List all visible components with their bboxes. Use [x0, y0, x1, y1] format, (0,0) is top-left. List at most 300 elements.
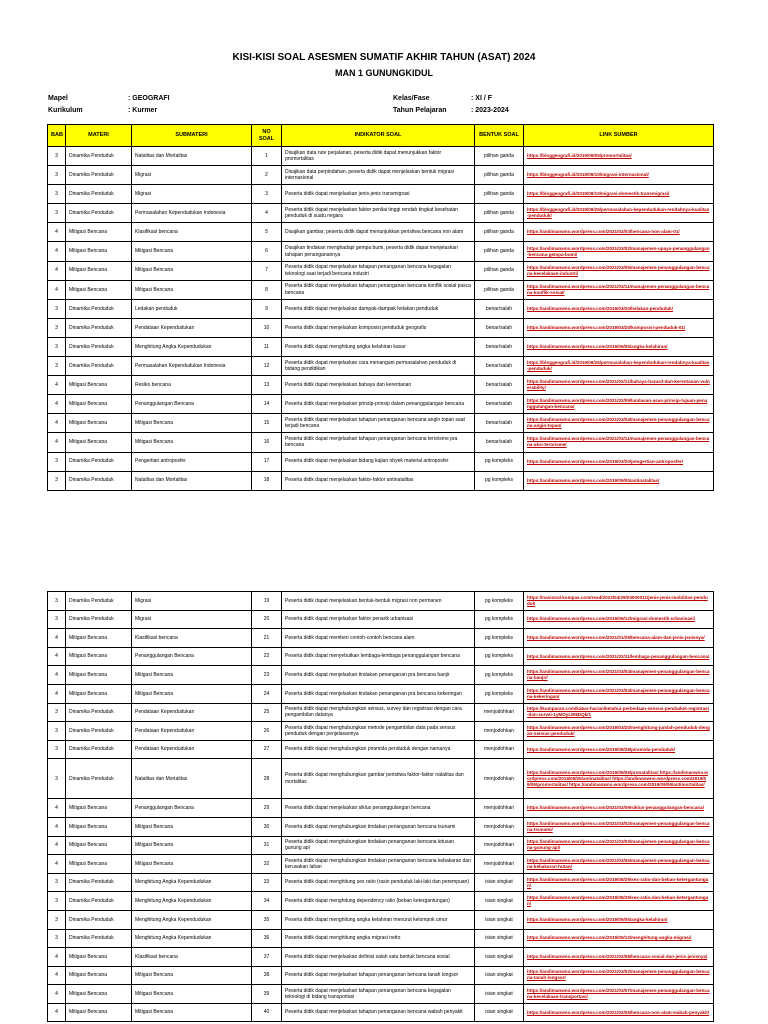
cell-materi: Mitigasi Bencana [66, 261, 132, 280]
table-row [48, 376, 714, 395]
cell-indikator: Peserta didik dapat menjelaskan dampak-dampak ledakan penduduk [282, 299, 475, 318]
cell-no-soal: 20 [252, 610, 282, 629]
cell-bab: 4 [48, 647, 66, 666]
cell-indikator: Peserta didik dapat menghubungkan tindakan penanganan bencana kebakaran dan kerusakan lahan [282, 855, 475, 874]
cell-indikator: Peserta didik dapat menghitung angka migrasi netto [282, 929, 475, 948]
cell-bentuk-soal: isian singkat [475, 892, 524, 911]
table-row [48, 892, 714, 911]
cell-bab: 4 [48, 433, 66, 452]
col-header-materi: MATERI [66, 125, 132, 147]
cell-materi: Mitigasi Bencana [66, 629, 132, 648]
cell-bentuk-soal: menjodohkan [475, 759, 524, 799]
cell-materi: Mitigasi Bencana [66, 836, 132, 855]
cell-materi: Dinamika Penduduk [66, 452, 132, 471]
cell-materi: Dinamika Penduduk [66, 471, 132, 490]
cell-submateri: Natalitas dan Mortalitas [132, 471, 252, 490]
table-row [48, 759, 714, 799]
table-header-row [48, 125, 714, 147]
cell-materi: Dinamika Penduduk [66, 357, 132, 376]
cell-submateri: Ledakan penduduk [132, 299, 252, 318]
cell-bab: 3 [48, 759, 66, 799]
cell-no-soal: 32 [252, 855, 282, 874]
cell-link-sumber[interactable]: https://andimanwno.wordpress.com/2019/09/12/menghitung-angka-migrasi/ [524, 929, 714, 948]
cell-materi: Mitigasi Bencana [66, 242, 132, 261]
table-row [48, 185, 714, 204]
cell-link-sumber[interactable]: https://andimanwno.wordpress.com/2019/08/28/piramida-penduduk/ [524, 740, 714, 759]
cell-link-sumber[interactable]: https://andimanwno.wordpress.com/2021/03/07/manajemen-penanggulangan-bencana-kecelakaan-transportasi/ [524, 985, 714, 1004]
cell-no-soal: 19 [252, 592, 282, 611]
cell-link-sumber[interactable]: https://bloggeografi.id/2019/09/26/permasalahan-kependudukan-rendahnya-kualitas-penduduk/ [524, 204, 714, 223]
cell-link-sumber[interactable]: https://andimanwno.wordpress.com/2021/03/05/manajemen-penanggulangan-bencana-kecelakaan-industri/ [524, 261, 714, 280]
cell-bab: 4 [48, 666, 66, 685]
cell-submateri: Pengertian antroposfer [132, 452, 252, 471]
cell-materi: Dinamika Penduduk [66, 873, 132, 892]
cell-indikator: Peserta didik dapat menyebutkan lembaga-lembaga penanggulangan bencana [282, 647, 475, 666]
cell-indikator: Peserta didik dapat menjelaskan bentuk-bentuk migrasi non permanen [282, 592, 475, 611]
cell-bentuk-soal: menjodohkan [475, 817, 524, 836]
cell-indikator: Peserta didik dapat memberi contoh-contoh bencana alam [282, 629, 475, 648]
cell-indikator: Peserta didik dapat menjelaskan jenis-jenis transmigrasi [282, 185, 475, 204]
cell-submateri: Mitigasi Bencana [132, 836, 252, 855]
cell-submateri: Permasalahan Kependudukan Indonesia [132, 357, 252, 376]
table-row [48, 610, 714, 629]
cell-no-soal: 34 [252, 892, 282, 911]
cell-indikator: Peserta didik dapat menjelaskan tahapan penanganan bencana konflik sosial pasca bencana [282, 280, 475, 299]
cell-no-soal: 28 [252, 759, 282, 799]
table-row [48, 873, 714, 892]
cell-bentuk-soal: pg kompleks [475, 610, 524, 629]
table-row [48, 647, 714, 666]
table-row [48, 836, 714, 855]
cell-indikator: Peserta didik dapat menjelaskan bahaya dan kerentanan [282, 376, 475, 395]
cell-link-sumber[interactable]: https://andimanwno.wordpress.com/2021/03/04/manajemen-penanggulangan-bencana-angin-topan/ [524, 414, 714, 433]
cell-bentuk-soal: isian singkat [475, 948, 524, 967]
cell-submateri: Penanggulangan Bencana [132, 395, 252, 414]
cell-submateri: Migrasi [132, 185, 252, 204]
cell-materi: Dinamika Penduduk [66, 337, 132, 356]
table-row [48, 395, 714, 414]
cell-bentuk-soal: benar/salah [475, 433, 524, 452]
cell-materi: Mitigasi Bencana [66, 966, 132, 985]
cell-bab: 3 [48, 929, 66, 948]
cell-no-soal: 2 [252, 166, 282, 185]
cell-materi: Dinamika Penduduk [66, 299, 132, 318]
cell-no-soal: 30 [252, 817, 282, 836]
table-row [48, 703, 714, 722]
cell-bentuk-soal: isian singkat [475, 910, 524, 929]
cell-bab: 4 [48, 817, 66, 836]
table-row [48, 929, 714, 948]
cell-link-sumber[interactable]: https://andimanwno.wordpress.com/2021/02/03/bencana-non-alam-01/ [524, 223, 714, 242]
cell-bentuk-soal: pilihan ganda [475, 185, 524, 204]
cell-link-sumber[interactable]: https://bloggeografi.id/2019/09/10/migrasi-internasional/ [524, 166, 714, 185]
cell-submateri: Mitigasi Bencana [132, 261, 252, 280]
cell-indikator: Peserta didik dapat menjelaskan tahapan penanganan bencana angin topan saat terjadi bencana [282, 414, 475, 433]
cell-submateri: Mitigasi Bencana [132, 966, 252, 985]
cell-indikator: Peserta didik dapat menjelaskan faktor penilai tinggi rendah tingkat kesehatan penduduk di suatu negara [282, 204, 475, 223]
cell-indikator: Peserta didik dapat menjelaskan tahapan penanganan bencana kegagalan teknologi saat terjadi bencana industri [282, 261, 475, 280]
kurikulum-label: Kurikulum [48, 107, 83, 114]
cell-bab: 3 [48, 337, 66, 356]
cell-no-soal: 6 [252, 242, 282, 261]
cell-bab: 4 [48, 799, 66, 818]
cell-bab: 4 [48, 629, 66, 648]
cell-indikator: Peserta didik dapat menghitung angka kelahiran kasar [282, 337, 475, 356]
cell-link-sumber[interactable]: https://andimanwno.wordpress.com/2021/03/04/manajemen-penanggulangan-bencana-kekeringan/ [524, 684, 714, 703]
cell-no-soal: 38 [252, 966, 282, 985]
cell-link-sumber[interactable]: https://andimanwno.wordpress.com/2021/03/02/manajemen-penanggulangan-bencana-tanah-longsor/ [524, 966, 714, 985]
cell-link-sumber[interactable]: https://bloggeografi.id/2019/09/05/promortalitas/ [524, 147, 714, 166]
cell-indikator: Disajikan tindakan menghadapi gempa bumi, peserta didik dapat menjelaskan tahapan penanganannya [282, 242, 475, 261]
cell-bentuk-soal: pg kompleks [475, 684, 524, 703]
cell-bab: 4 [48, 261, 66, 280]
cell-indikator: Peserta didik dapat menghubungkan sensus, survey dan registrasi dengan cara pengambilan datanya [282, 703, 475, 722]
cell-materi: Dinamika Penduduk [66, 318, 132, 337]
cell-bab: 4 [48, 855, 66, 874]
cell-bab: 4 [48, 280, 66, 299]
cell-submateri: Mitigasi Bencana [132, 414, 252, 433]
cell-indikator: Peserta didik dapat menghubungkan piramida penduduk dengan namanya [282, 740, 475, 759]
cell-no-soal: 40 [252, 1003, 282, 1022]
cell-submateri: Menghitung Angka Kependudukan [132, 929, 252, 948]
cell-materi: Dinamika Penduduk [66, 892, 132, 911]
cell-materi: Mitigasi Bencana [66, 1003, 132, 1022]
table-row [48, 592, 714, 611]
cell-link-sumber[interactable]: https://andimanwno.wordpress.com/2019/09/05/pronatalitas/ https://andimanwno.wordpress.com/2019/09/05/antinatalitas/ https://andimanwno.wordpress.com/2019/09/05/promortalitas/ https://andimanwno.wordpress.com/2019/09/06/antimortalitas/ [524, 759, 714, 799]
kisi-kisi-table-page-1 [47, 124, 714, 491]
table-row [48, 261, 714, 280]
cell-no-soal: 35 [252, 910, 282, 929]
cell-no-soal: 7 [252, 261, 282, 280]
cell-no-soal: 39 [252, 985, 282, 1004]
cell-link-sumber[interactable]: https://andimanwno.wordpress.com/2021/02/11/lembaga-penanggulangan-bencana/ [524, 647, 714, 666]
cell-link-sumber[interactable]: https://andimanwno.wordpress.com/2021/02/09/landasan-asas-prinsip-tujuan-penanggulangan-bencana/ [524, 395, 714, 414]
cell-indikator: Peserta didik dapat menghitung sex ratio (rasio penduduk laki-laki dan perempuan) [282, 873, 475, 892]
cell-no-soal: 33 [252, 873, 282, 892]
cell-materi: Mitigasi Bencana [66, 855, 132, 874]
cell-materi: Mitigasi Bencana [66, 414, 132, 433]
cell-materi: Mitigasi Bencana [66, 666, 132, 685]
cell-submateri: Penanggulangan Bencana [132, 799, 252, 818]
cell-link-sumber[interactable]: https://bloggeografi.id/2019/09/10/migrasi-domestik-transmigrasi/ [524, 185, 714, 204]
col-header-no-soal: NO SOAL [252, 125, 282, 147]
document-title: KISI-KISI SOAL ASESMEN SUMATIF AKHIR TAHUN (ASAT) 2024 [232, 52, 536, 63]
mapel-label: Mapel [48, 95, 68, 102]
cell-link-sumber[interactable]: https://andimanwno.wordpress.com/2021/03/04/manajemen-penanggulangan-bencana-banjir/ [524, 666, 714, 685]
cell-submateri: Natalitas dan Mortalitas [132, 147, 252, 166]
cell-link-sumber[interactable]: https://andimanwno.wordpress.com/2019/03/20/ledakan-penduduk/ [524, 299, 714, 318]
cell-link-sumber[interactable]: https://nasional.kompas.com/read/2022/04/29/03000011/jenis-jenis-mobilitas-penduduk [524, 592, 714, 611]
cell-bab: 3 [48, 204, 66, 223]
cell-link-sumber[interactable]: https://andimanwno.wordpress.com/2019/08/29/sex-ratio-dan-beban-ketergantungan/ [524, 873, 714, 892]
cell-submateri: Klasifikasi bencana [132, 629, 252, 648]
cell-materi: Mitigasi Bencana [66, 280, 132, 299]
cell-link-sumber[interactable]: https://andimanwno.wordpress.com/2021/03/02/manajemen-penanggulangan-bencana-tsunami/ [524, 817, 714, 836]
cell-bentuk-soal: pilihan ganda [475, 242, 524, 261]
cell-bab: 3 [48, 592, 66, 611]
cell-indikator: Peserta didik dapat menghubungkan tindakan penanganan bencana tsunami [282, 817, 475, 836]
tahun-label: Tahun Pelajaran [393, 107, 447, 114]
cell-link-sumber[interactable]: https://andimanwno.wordpress.com/2021/02/09/siklus-penanggulangan-bencana/ [524, 799, 714, 818]
kisi-kisi-table-page-2 [47, 591, 714, 1022]
cell-bentuk-soal: isian singkat [475, 1003, 524, 1022]
cell-bentuk-soal: pg kompleks [475, 666, 524, 685]
cell-link-sumber[interactable]: https://andimanwno.wordpress.com/2019/08/29/sex-ratio-dan-beban-ketergantungan/ [524, 892, 714, 911]
table-row [48, 452, 714, 471]
cell-link-sumber[interactable]: https://andimanwno.wordpress.com/2021/02/11/bahaya-hazard-dan-kerentanan-vulnerability/ [524, 376, 714, 395]
table-row [48, 985, 714, 1004]
cell-bentuk-soal: pg kompleks [475, 471, 524, 490]
cell-no-soal: 37 [252, 948, 282, 967]
cell-indikator: Peserta didik dapat menghitung dependency ratio (beban ketergantungan) [282, 892, 475, 911]
table-row [48, 357, 714, 376]
cell-indikator: Peserta didik dapat menjelaskan tindakan penanganan pra bencana banjir [282, 666, 475, 685]
cell-no-soal: 36 [252, 929, 282, 948]
mapel-value: : GEOGRAFI [128, 95, 170, 102]
cell-bentuk-soal: pilihan ganda [475, 261, 524, 280]
cell-link-sumber[interactable]: https://kumparan.com/kabar-harian/ketahui-perbedaan-sensus-penduduk-registrasi-dan-survei-1yMOyLW8DQk/1 [524, 703, 714, 722]
cell-materi: Mitigasi Bencana [66, 647, 132, 666]
cell-indikator: Peserta didik dapat menjelaskan siklus penanggulangan bencana [282, 799, 475, 818]
table-row [48, 337, 714, 356]
cell-bab: 4 [48, 684, 66, 703]
cell-materi: Dinamika Penduduk [66, 910, 132, 929]
cell-no-soal: 27 [252, 740, 282, 759]
table-row [48, 948, 714, 967]
col-header-bentuk: BENTUK SOAL [475, 125, 524, 147]
cell-no-soal: 16 [252, 433, 282, 452]
cell-no-soal: 29 [252, 799, 282, 818]
cell-bab: 4 [48, 242, 66, 261]
cell-link-sumber[interactable]: https://andimanwno.wordpress.com/2019/03/20/pengertian-antroposfer/ [524, 452, 714, 471]
cell-materi: Mitigasi Bencana [66, 684, 132, 703]
table-row [48, 280, 714, 299]
cell-bab: 3 [48, 147, 66, 166]
table-row [48, 629, 714, 648]
cell-submateri: Mitigasi Bencana [132, 280, 252, 299]
tahun-value: : 2023-2024 [471, 107, 509, 114]
col-header-link: LINK SUMBER [524, 125, 714, 147]
cell-no-soal: 31 [252, 836, 282, 855]
cell-bentuk-soal: pg kompleks [475, 452, 524, 471]
cell-no-soal: 24 [252, 684, 282, 703]
table-row [48, 666, 714, 685]
cell-bentuk-soal: isian singkat [475, 873, 524, 892]
table-row [48, 166, 714, 185]
cell-bab: 3 [48, 873, 66, 892]
cell-bab: 3 [48, 740, 66, 759]
cell-materi: Dinamika Penduduk [66, 166, 132, 185]
cell-bentuk-soal: pilihan ganda [475, 204, 524, 223]
cell-submateri: Permasalahan Kependudukan Indonesia [132, 204, 252, 223]
cell-no-soal: 4 [252, 204, 282, 223]
cell-submateri: Mitigasi Bencana [132, 433, 252, 452]
cell-bentuk-soal: benar/salah [475, 395, 524, 414]
cell-materi: Dinamika Penduduk [66, 929, 132, 948]
cell-submateri: Klasifikasi bencana [132, 223, 252, 242]
cell-submateri: Mitigasi Bencana [132, 855, 252, 874]
cell-submateri: Mitigasi Bencana [132, 666, 252, 685]
cell-link-sumber[interactable]: https://andimanwno.wordpress.com/2019/03/20/menghitung-jumlah-penduduk-dengan-sensus-penduduk/ [524, 722, 714, 741]
cell-bentuk-soal: benar/salah [475, 376, 524, 395]
table-row [48, 318, 714, 337]
table-row [48, 414, 714, 433]
cell-submateri: Klasifikasi bencana [132, 948, 252, 967]
cell-link-sumber[interactable]: https://andimanwno.wordpress.com/2019/03/20/komposisi-penduduk-01/ [524, 318, 714, 337]
cell-bab: 4 [48, 985, 66, 1004]
cell-materi: Dinamika Penduduk [66, 610, 132, 629]
col-header-indikator: INDIKATOR SOAL [282, 125, 475, 147]
cell-bentuk-soal: benar/salah [475, 318, 524, 337]
table-row [48, 299, 714, 318]
cell-materi: Dinamika Penduduk [66, 759, 132, 799]
cell-materi: Mitigasi Bencana [66, 799, 132, 818]
table-row [48, 1003, 714, 1022]
cell-link-sumber[interactable]: https://andimanwno.wordpress.com/2021/03/02/manajemen-upaya-penanggulangan-bencana-gempa-bumi/ [524, 242, 714, 261]
table-row [48, 223, 714, 242]
kurikulum-value: : Kurmer [128, 107, 158, 114]
cell-indikator: Disajikan data rute perjalanan, peserta didik dapat menunjukkan faktor promortalitas [282, 147, 475, 166]
cell-no-soal: 8 [252, 280, 282, 299]
cell-submateri: Menghitung Angka Kependudukan [132, 892, 252, 911]
cell-materi: Dinamika Penduduk [66, 147, 132, 166]
cell-bab: 4 [48, 223, 66, 242]
cell-submateri: Mitigasi Bencana [132, 242, 252, 261]
cell-no-soal: 10 [252, 318, 282, 337]
kelas-value: : XI / F [471, 95, 492, 102]
table-row [48, 242, 714, 261]
cell-no-soal: 18 [252, 471, 282, 490]
cell-link-sumber[interactable]: https://andimanwno.wordpress.com/2021/03/11/manajemen-penanggulangan-bencana-aksi-terorisme/ [524, 433, 714, 452]
cell-materi: Mitigasi Bencana [66, 223, 132, 242]
cell-bentuk-soal: benar/salah [475, 299, 524, 318]
table-row [48, 433, 714, 452]
cell-bentuk-soal: menjodohkan [475, 799, 524, 818]
cell-bentuk-soal: pg kompleks [475, 592, 524, 611]
cell-indikator: Disajikan data perpindahan, peserta didik dapat menjelaskan bentuk migrasi internasional [282, 166, 475, 185]
table-row [48, 204, 714, 223]
cell-materi: Mitigasi Bencana [66, 376, 132, 395]
cell-link-sumber[interactable]: https://andimanwno.wordpress.com/2021/03/11/manajemen-penanggulangan-bencana-konflik-sosial/ [524, 280, 714, 299]
cell-bentuk-soal: menjodohkan [475, 722, 524, 741]
cell-bentuk-soal: menjodohkan [475, 740, 524, 759]
table-row [48, 910, 714, 929]
cell-indikator: Peserta didik dapat menjelaskan tahapan penanganan bencana wabah penyakit [282, 1003, 475, 1022]
cell-bab: 4 [48, 1003, 66, 1022]
table-row [48, 740, 714, 759]
cell-link-sumber[interactable]: https://andimanwno.wordpress.com/2019/09/05/antinatalitas/ [524, 471, 714, 490]
cell-link-sumber[interactable]: https://bloggeografi.id/2019/09/26/permasalahan-kependudukan-rendahnya-kualitas-penduduk/ [524, 357, 714, 376]
cell-bentuk-soal: benar/salah [475, 357, 524, 376]
school-name: MAN 1 GUNUNGKIDUL [335, 68, 433, 78]
cell-materi: Mitigasi Bencana [66, 395, 132, 414]
cell-submateri: Mitigasi Bencana [132, 684, 252, 703]
cell-bab: 3 [48, 703, 66, 722]
cell-submateri: Pendataan Kependudukan [132, 318, 252, 337]
col-header-bab: BAB [48, 125, 66, 147]
table-row [48, 684, 714, 703]
cell-submateri: Menghitung Angka Kependudukan [132, 873, 252, 892]
cell-indikator: Peserta didik dapat menjelaskan tahapan penanganan bencana terorisme pra bencana [282, 433, 475, 452]
cell-submateri: Migrasi [132, 166, 252, 185]
cell-link-sumber[interactable]: https://andimanwno.wordpress.com/2021/03/05/manajemen-penanggulangan-bencana-kebakaran-hutan/ [524, 855, 714, 874]
cell-submateri: Natalitas dan Mortalitas [132, 759, 252, 799]
cell-submateri: Mitigasi Bencana [132, 817, 252, 836]
cell-bentuk-soal: pg kompleks [475, 647, 524, 666]
cell-indikator: Peserta didik dapat menjelaskan bidang kajian obyek material antroposfer [282, 452, 475, 471]
cell-submateri: Penanggulangan Bencana [132, 647, 252, 666]
cell-link-sumber[interactable]: https://andimanwno.wordpress.com/2019/09/12/migrasi-domestik-urbanisasi/ [524, 610, 714, 629]
cell-bentuk-soal: isian singkat [475, 985, 524, 1004]
cell-bentuk-soal: pilihan ganda [475, 223, 524, 242]
cell-bab: 3 [48, 166, 66, 185]
cell-indikator: Peserta didik dapat menjelaskan tindakan penanganan pra bencana kekeringan [282, 684, 475, 703]
cell-bab: 3 [48, 610, 66, 629]
cell-materi: Mitigasi Bencana [66, 985, 132, 1004]
kelas-label: Kelas/Fase [393, 95, 430, 102]
cell-link-sumber[interactable]: https://andimanwno.wordpress.com/2019/09/05/angka-kelahiran/ [524, 910, 714, 929]
cell-bab: 4 [48, 395, 66, 414]
cell-no-soal: 22 [252, 647, 282, 666]
cell-bab: 3 [48, 357, 66, 376]
cell-no-soal: 9 [252, 299, 282, 318]
table-row [48, 855, 714, 874]
table-row [48, 817, 714, 836]
cell-link-sumber[interactable]: https://andimanwno.wordpress.com/2021/02/05/bencana-non-alam-wabah-penyakit/ [524, 1003, 714, 1022]
cell-bab: 3 [48, 722, 66, 741]
cell-link-sumber[interactable]: https://andimanwno.wordpress.com/2021/01/29/bencana-alam-dan-jenis-jenisnya/ [524, 629, 714, 648]
cell-indikator: Peserta didik dapat menghubungkan tindakan penanganan bencana letusan gunung api [282, 836, 475, 855]
cell-submateri: Migrasi [132, 592, 252, 611]
cell-no-soal: 15 [252, 414, 282, 433]
cell-no-soal: 5 [252, 223, 282, 242]
cell-indikator: Peserta didik dapat menjelaskan komposisi penduduk geografis [282, 318, 475, 337]
table-row [48, 799, 714, 818]
cell-submateri: Mitigasi Bencana [132, 985, 252, 1004]
cell-bentuk-soal: menjodohkan [475, 855, 524, 874]
cell-indikator: Peserta didik dapat menjelaskan prinsip-prinsip dalam penanggulangan bencana [282, 395, 475, 414]
cell-indikator: Peserta didik dapat menjelaskan tahapan penanganan bencana tanah longsor [282, 966, 475, 985]
cell-no-soal: 14 [252, 395, 282, 414]
cell-bentuk-soal: pilihan ganda [475, 147, 524, 166]
cell-no-soal: 13 [252, 376, 282, 395]
cell-materi: Mitigasi Bencana [66, 948, 132, 967]
cell-bab: 3 [48, 892, 66, 911]
cell-indikator: Peserta didik dapat menjelaskan tahapan penanganan bencana kegagalan teknologi di bidang transportasi [282, 985, 475, 1004]
cell-bab: 3 [48, 299, 66, 318]
cell-indikator: Peserta didik dapat menghubungkan metode pengambilan data pada sensus penduduk dengan penjelasannya [282, 722, 475, 741]
cell-bentuk-soal: pg kompleks [475, 629, 524, 648]
cell-no-soal: 21 [252, 629, 282, 648]
cell-bab: 4 [48, 836, 66, 855]
cell-materi: Dinamika Penduduk [66, 592, 132, 611]
cell-submateri: Pendataan Kependudukan [132, 722, 252, 741]
col-header-submateri: SUBMATERI [132, 125, 252, 147]
cell-bab: 4 [48, 966, 66, 985]
cell-no-soal: 17 [252, 452, 282, 471]
cell-indikator: Peserta didik dapat menjelaskan definisi salah satu bentuk bencana sosial [282, 948, 475, 967]
cell-bentuk-soal: isian singkat [475, 966, 524, 985]
cell-bab: 4 [48, 376, 66, 395]
cell-link-sumber[interactable]: https://andimanwno.wordpress.com/2021/02/08/bencana-sosial-dan-jenis-jenisnya/ [524, 948, 714, 967]
cell-link-sumber[interactable]: https://andimanwno.wordpress.com/2019/09/05/angka-kelahiran/ [524, 337, 714, 356]
cell-bab: 3 [48, 471, 66, 490]
cell-no-soal: 23 [252, 666, 282, 685]
cell-bab: 4 [48, 414, 66, 433]
cell-link-sumber[interactable]: https://andimanwno.wordpress.com/2021/03/03/manajemen-penanggulangan-bencana-gunung-api/ [524, 836, 714, 855]
cell-bab: 4 [48, 948, 66, 967]
cell-bab: 3 [48, 318, 66, 337]
